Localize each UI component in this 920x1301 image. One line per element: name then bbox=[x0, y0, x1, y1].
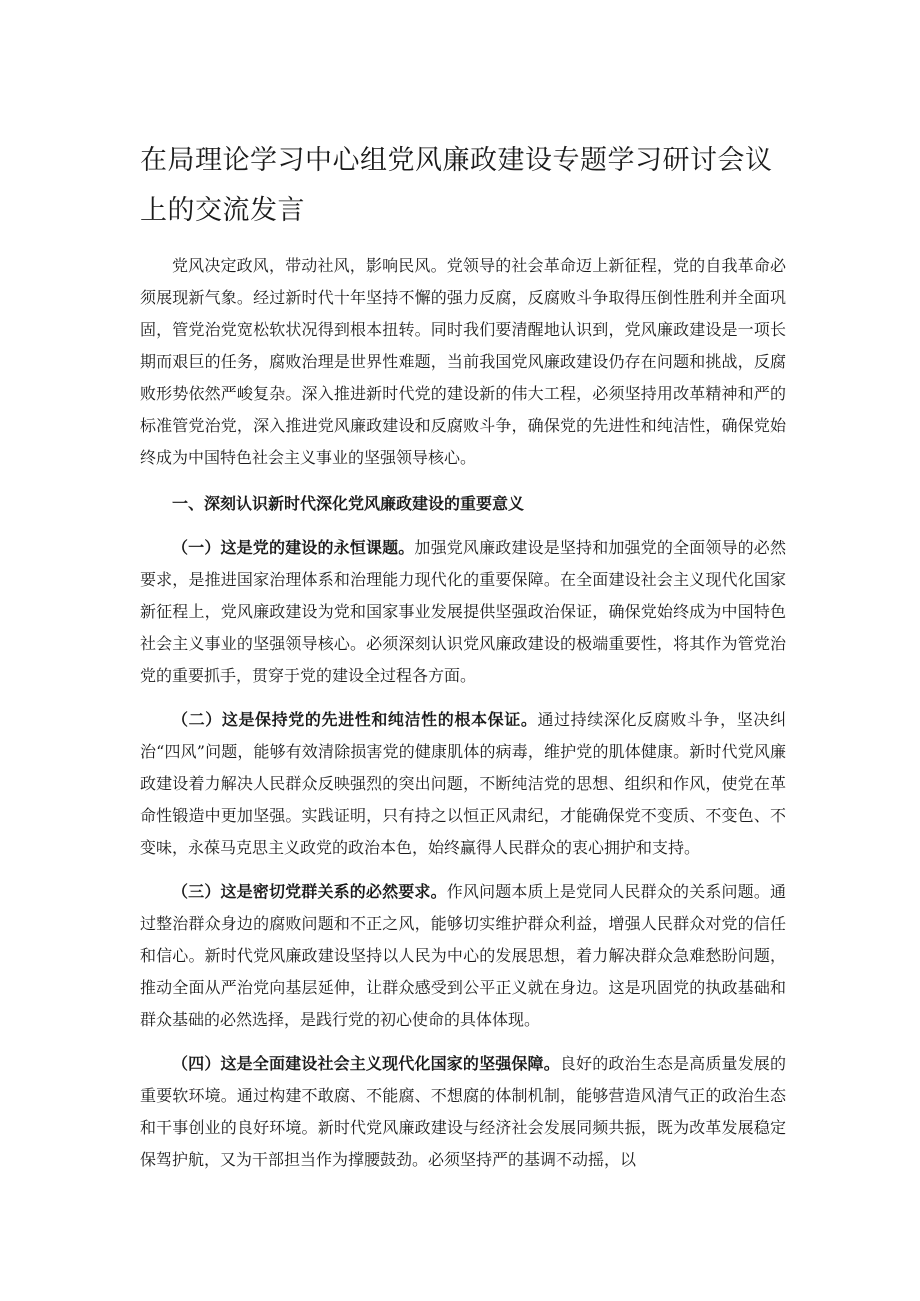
item-text-2: 通过持续深化反腐败斗争，坚决纠治“四风”问题，能够有效清除损害党的健康肌体的病毒，维护党的肌体健康。新时代党风廉政建设着力解决人民群众反映强烈的突出问题，不断纯洁党的思想、组织和作风，使党在革命性锻造中更加坚强。实践证明，只有持之以恒正风肃纪，才能确保党不变质、不变色、不变味，永葆马克思主义政党的政治本色，始终赢得人民群众的衷心拥护和支持。 bbox=[140, 710, 786, 857]
item-lead-3: （三）这是密切党群关系的必然要求。 bbox=[172, 882, 447, 901]
item-lead-4: （四）这是全面建设社会主义现代化国家的坚强保障。 bbox=[172, 1054, 560, 1073]
item-paragraph-4 bbox=[140, 1048, 786, 1176]
intro-paragraph: 党风决定政风，带动社风，影响民风。党领导的社会革命迈上新征程，党的自我革命必须展现新气象。经过新时代十年坚持不懈的强力反腐，反腐败斗争取得压倒性胜利并全面巩固，管党治党宽松软状况得到根本扭转。同时我们要清醒地认识到，党风廉政建设是一项长期而艰巨的任务，腐败治理是世界性难题，当前我国党风廉政建设仍存在问题和挑战，反腐败形势依然严峻复杂。深入推进新时代党的建设新的伟大工程，必须坚持用改革精神和严的标准管党治党，深入推进党风廉政建设和反腐败斗争，确保党的先进性和纯洁性，确保党始终成为中国特色社会主义事业的坚强领导核心。 bbox=[140, 256, 786, 467]
item-paragraph-3 bbox=[140, 876, 786, 1036]
item-text-1: 加强党风廉政建设是坚持和加强党的全面领导的必然要求，是推进国家治理体系和治理能力现代化的重要保障。在全面建设社会主义现代化国家新征程上，党风廉政建设为党和国家事业发展提供坚强政治保证，确保党始终成为中国特色社会主义事业的坚强领导核心。必须深刻认识党风廉政建设的极端重要性，将其作为管党治党的重要抓手，贯穿于党的建设全过程各方面。 bbox=[140, 538, 786, 685]
item-text-4: 良好的政治生态是高质量发展的重要软环境。通过构建不敢腐、不能腐、不想腐的体制机制，能够营造风清气正的政治生态和干事创业的良好环境。新时代党风廉政建设与经济社会发展同频共振，既为改革发展稳定保驾护航，又为干部担当作为撑腰鼓劲。必须坚持严的基调不动摇，以 bbox=[140, 1054, 786, 1169]
section-heading-1: 一、深刻认识新时代深化党风廉政建设的重要意义 bbox=[172, 494, 525, 513]
item-lead-2: （二）这是保持党的先进性和纯洁性的根本保证。 bbox=[172, 710, 538, 729]
document-title: 在局理论学习中心组党风廉政建设专题学习研讨会议上的交流发言 bbox=[140, 145, 773, 226]
item-text-3: 作风问题本质上是党同人民群众的关系问题。通过整治群众身边的腐败问题和不正之风，能够切实维护群众利益，增强人民群众对党的信任和信心。新时代党风廉政建设坚持以人民为中心的发展思想，着力解决群众急难愁盼问题，推动全面从严治党向基层延伸，让群众感受到公平正义就在身边。这是巩固党的执政基础和群众基础的必然选择，是践行党的初心使命的具体体现。 bbox=[140, 882, 786, 1029]
item-lead-1: （一）这是党的建设的永恒课题。 bbox=[172, 538, 415, 557]
item-paragraph-2 bbox=[140, 704, 786, 864]
item-paragraph-1 bbox=[140, 532, 786, 692]
document-body bbox=[140, 250, 786, 1176]
